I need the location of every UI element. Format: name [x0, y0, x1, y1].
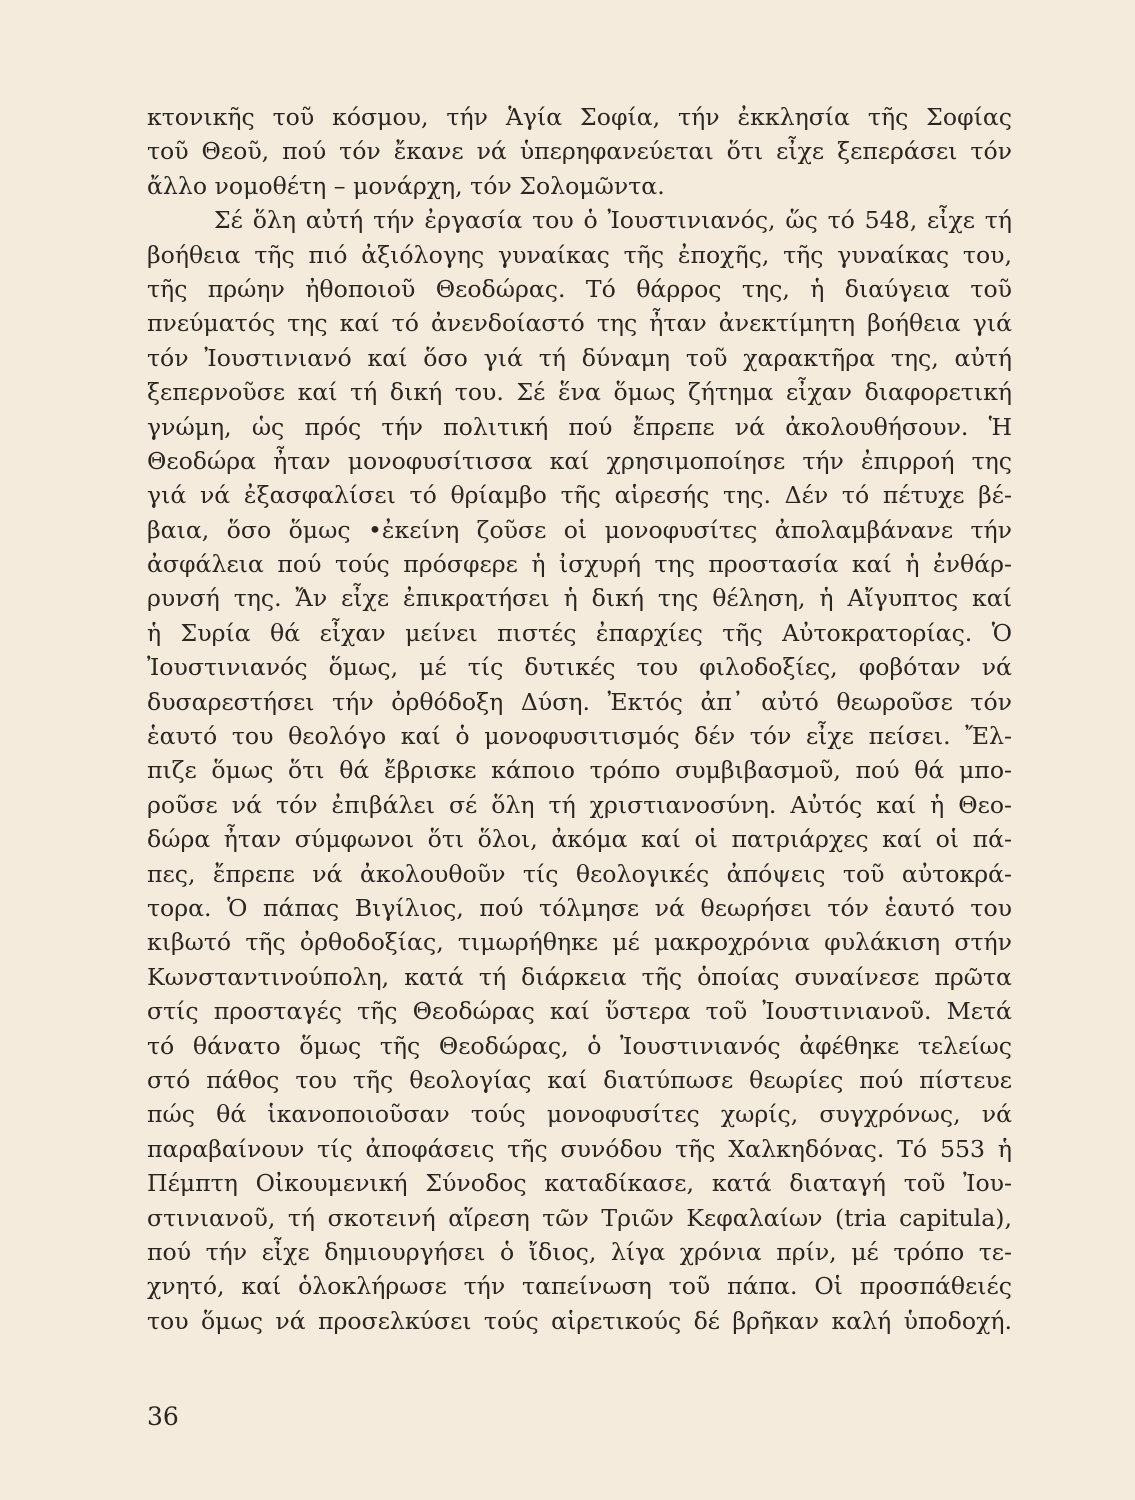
paragraph-1	[147, 100, 1012, 203]
text-line: τῆς πρώην ἠθοποιοῦ Θεοδώρας. Τό θάρρος της, ἡ διαύγεια τοῦ	[147, 274, 1012, 303]
text-line: κιβωτό τῆς ὀρθοδοξίας, τιμωρήθηκε μέ μακροχρόνια φυλάκιση στήν	[147, 928, 1012, 957]
text-line: ἡ Συρία θά εἶχαν μείνει πιστές ἐπαρχίες τῆς Αὐτοκρατορίας. Ὁ	[147, 618, 1012, 647]
text-line	[147, 1372, 1012, 1406]
text-line: πιζε ὅμως ὅτι θά ἔβρισκε κάποιο τρόπο συμβιβασμοῦ, πού θά μπο-	[147, 756, 1012, 785]
text-line: Σέ ὅλη αὐτή τήν ἐργασία του ὁ Ἰουστινιανός, ὥς τό 548, εἶχε τή	[214, 206, 1012, 235]
text-line: χνητό, καί ὁλοκλήρωσε τήν ταπείνωση τοῦ πάπα. Οἱ προσπάθειές	[147, 1272, 1012, 1301]
text-line: τορα. Ὁ πάπας Βιγίλιος, πού τόλμησε νά θεωρήσει τόν ἑαυτό του	[147, 893, 1012, 922]
text-line: Κωνσταντινούπολη, κατά τή διάρκεια τῆς ὁποίας συναίνεσε πρῶτα	[147, 962, 1012, 991]
text-line: ρυνσή της. Ἄν εἶχε ἐπικρατήσει ἡ δική της θέληση, ἡ Αἴγυπτος καί	[147, 584, 1012, 613]
text-line: ἄλλο νομοθέτη – μονάρχη, τόν Σολομῶντα.	[147, 171, 665, 200]
text-line: Πέμπτη Οἰκουμενική Σύνοδος καταδίκασε, κατά διαταγή τοῦ Ἰου-	[147, 1169, 1012, 1198]
text-line: πες, ἔπρεπε νά ἀκολουθοῦν τίς θεολογικές ἀπόψεις τοῦ αὐτοκρά-	[147, 859, 1012, 888]
text-line: δυσαρεστήσει τήν ὀρθόδοξη Δύση. Ἐκτός ἀπ᾽ αὐτό θεωροῦσε τόν	[147, 687, 1012, 716]
text-line: Θεοδώρα ἦταν μονοφυσίτισσα καί χρησιμοποίησε τήν ἐπιρροή της	[147, 446, 1012, 475]
text-line: γνώμη, ὡς πρός τήν πολιτική πού ἔπρεπε νά ἀκολουθήσουν. Ἡ	[147, 412, 1012, 441]
text-line: ἑαυτό του θεολόγο καί ὁ μονοφυσιτισμός δέν τόν εἶχε πείσει. Ἔλ-	[147, 722, 1012, 751]
text-line: δώρα ἦταν σύμφωνοι ὅτι ὅλοι, ἀκόμα καί οἱ πατριάρχες καί οἱ πά-	[147, 825, 1012, 854]
text-line: στό πάθος του τῆς θεολογίας καί διατύπωσε θεωρίες πού πίστευε	[147, 1065, 1012, 1094]
text-line: του ὅμως νά προσελκύσει τούς αἱρετικούς δέ βρῆκαν καλή ὑποδοχή.	[147, 1306, 1012, 1335]
text-line: βαια, ὅσο ὅμως •ἐκείνη ζοῦσε οἱ μονοφυσίτες ἀπολαμβάνανε τήν	[147, 515, 1012, 544]
text-line: κτονικῆς τοῦ κόσμου, τήν Ἁγία Σοφία, τήν ἐκκλησία τῆς Σοφίας	[147, 103, 1012, 131]
text-line: Ἰουστινιανός ὅμως, μέ τίς δυτικές του φιλοδοξίες, φοβόταν νά	[147, 653, 1012, 682]
text-line: ἀσφάλεια πού τούς πρόσφερε ἡ ἰσχυρή της προστασία καί ἡ ἐνθάρ-	[147, 550, 1012, 579]
text-line: πώς θά ἱκανοποιοῦσαν τούς μονοφυσίτες χωρίς, συγχρόνως, νά	[147, 1100, 1012, 1129]
text-line: ξεπερνοῦσε καί τή δική του. Σέ ἕνα ὅμως ζήτημα εἶχαν διαφορετική	[147, 378, 1012, 407]
text-line: τοῦ Θεοῦ, πού τόν ἔκανε νά ὑπερηφανεύεται ὅτι εἶχε ξεπεράσει τόν	[147, 137, 1012, 166]
text-line: στίς προσταγές τῆς Θεοδώρας καί ὕστερα τοῦ Ἰουστινιανοῦ. Μετά	[147, 997, 1012, 1026]
text-line: βοήθεια τῆς πιό ἀξιόλογης γυναίκας τῆς ἐποχῆς, τῆς γυναίκας του,	[147, 240, 1012, 269]
text-line: τόν Ἰουστινιανό καί ὅσο γιά τή δύναμη τοῦ χαρακτῆρα της, αὐτή	[147, 343, 1012, 372]
body-text	[147, 100, 1012, 1407]
paragraph-2	[147, 203, 1012, 1407]
text-line: πού τήν εἶχε δημιουργήσει ὁ ἴδιος, λίγα χρόνια πρίν, μέ τρόπο τε-	[147, 1237, 1012, 1266]
text-line	[147, 1338, 1012, 1372]
text-line: στινιανοῦ, τή σκοτεινή αἵρεση τῶν Τριῶν Κεφαλαίων (tria capitula),	[147, 1203, 1012, 1232]
text-line: ροῦσε νά τόν ἐπιβάλει σέ ὅλη τή χριστιανοσύνη. Αὐτός καί ἡ Θεο-	[147, 790, 1012, 819]
text-line: γιά νά ἐξασφαλίσει τό θρίαμβο τῆς αἱρεσής της. Δέν τό πέτυχε βέ-	[147, 481, 1012, 510]
text-line: παραβαίνουν τίς ἀποφάσεις τῆς συνόδου τῆς Χαλκηδόνας. Τό 553 ἡ	[147, 1134, 1012, 1163]
page-number: 36	[147, 1402, 179, 1431]
text-line: πνεύματός της καί τό ἀνενδοίαστό της ἦταν ἀνεκτίμητη βοήθεια γιά	[147, 309, 1012, 338]
text-line: τό θάνατο ὅμως τῆς Θεοδώρας, ὁ Ἰουστινιανός ἀφέθηκε τελείως	[147, 1031, 1012, 1060]
